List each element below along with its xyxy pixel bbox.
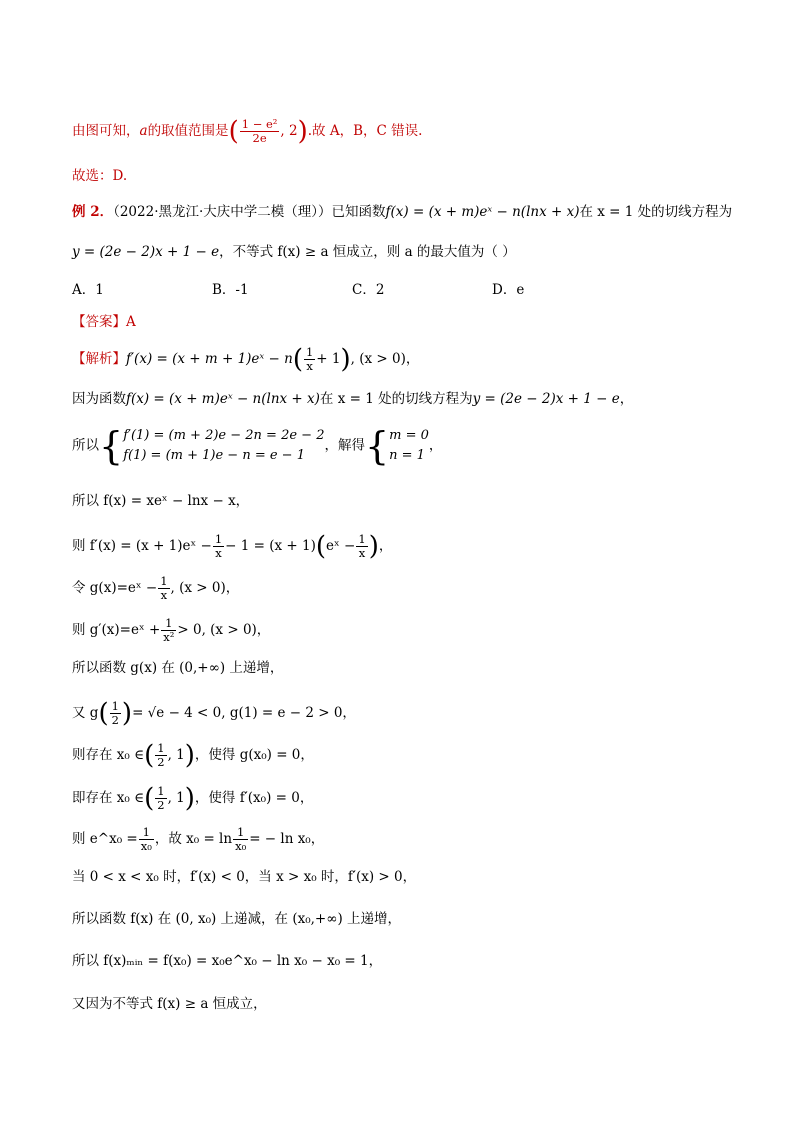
exists-fprime-zero-line: 即存在 x₀ ∈( $\frac{1}{2}$ , 1)，使得 f′(x₀) = 0，: [72, 783, 314, 814]
monotonicity-line: 所以函数 f(x) 在 (0, x₀) 上递减，在 (x₀,+∞) 上递增，: [72, 911, 402, 927]
minimum-value-line: 所以 f(x)ₘᵢₙ = f(x₀) = x₀e^x₀ − ln x₀ − x₀ = 1，: [72, 953, 383, 969]
example-condition-line: y = (2e − 2)x + 1 − e，不等式 f(x) ≥ a 恒成立，则 a 的最大值为（ ）: [72, 244, 516, 260]
example-heading-line: 例 2．（2022·黑龙江·大庆中学二模（理））已知函数f(x) = (x + m)eˣ − n(lnx + x)在 x = 1 处的切线方程为: [72, 204, 733, 220]
derivative-line: 则 f′(x) = (x + 1)eˣ − $\frac{1}{x}$ − 1 = (x + 1)(eˣ − $\frac{1}{x}$ )，: [72, 531, 393, 562]
exists-g-zero-line: 则存在 x₀ ∈( $\frac{1}{2}$ , 1)，使得 g(x₀) = 0，: [72, 740, 314, 771]
option-a: A．1: [72, 282, 104, 298]
g-increasing-line: 所以函数 g(x) 在 (0,+∞) 上递增，: [72, 660, 284, 676]
tangent-condition-line: 因为函数f(x) = (x + m)eˣ − n(lnx + x)在 x = 1 处的切线方程为y = (2e − 2)x + 1 − e，: [72, 391, 634, 407]
g-derivative-line: 则 g′(x)=eˣ + $\frac{1}{\text{x²}}$ > 0, (x > 0)，: [72, 616, 271, 644]
analysis-line: 【解析】f′(x) = (x + m + 1)eˣ − n( $\frac{1}{x}$ + 1), (x > 0)，: [72, 344, 420, 375]
analysis-label: 【解析】: [72, 351, 126, 367]
range-conclusion-line: 由图可知，a的取值范围是( $\frac{\text{1 − e²}}{2e}$ , 2).故 A，B，C 错误.: [72, 116, 423, 147]
define-g-line: 令 g(x)=eˣ − $\frac{1}{x}$ , (x > 0)，: [72, 574, 240, 602]
g-values-line: 又 g( $\frac{1}{2}$ )= √e − 4 < 0, g(1) = e − 2 > 0，: [72, 698, 356, 729]
example-label: 例 2．: [72, 204, 114, 220]
option-c: C．2: [352, 282, 385, 298]
inequality-holds-line: 又因为不等式 f(x) ≥ a 恒成立，: [72, 996, 267, 1012]
ex0-relation-line: 则 e^x₀ = $\frac{1}{\text{x₀}}$ ，故 x₀ = ln $\frac{1}{\text{x₀}}$ = − ln x₀，: [72, 825, 325, 853]
option-d: D．e: [492, 282, 525, 298]
answer-line: 【答案】A: [72, 314, 136, 330]
sign-analysis-line: 当 0 < x < x₀ 时，f′(x) < 0，当 x > x₀ 时，f′(x) > 0，: [72, 869, 417, 885]
function-line: 所以 f(x) = xeˣ − lnx − x，: [72, 493, 250, 509]
equation-system-line: 所以{ f′(1) = (m + 2)e − 2n = 2e − 2 f(1) = (m + 1)e − n = e − 1 ，解得{ m = 0 n = 1 ，: [72, 424, 443, 468]
choice-line: 故选：D.: [72, 168, 128, 184]
options-row: [72, 281, 524, 299]
option-b: B．-1: [212, 282, 249, 298]
